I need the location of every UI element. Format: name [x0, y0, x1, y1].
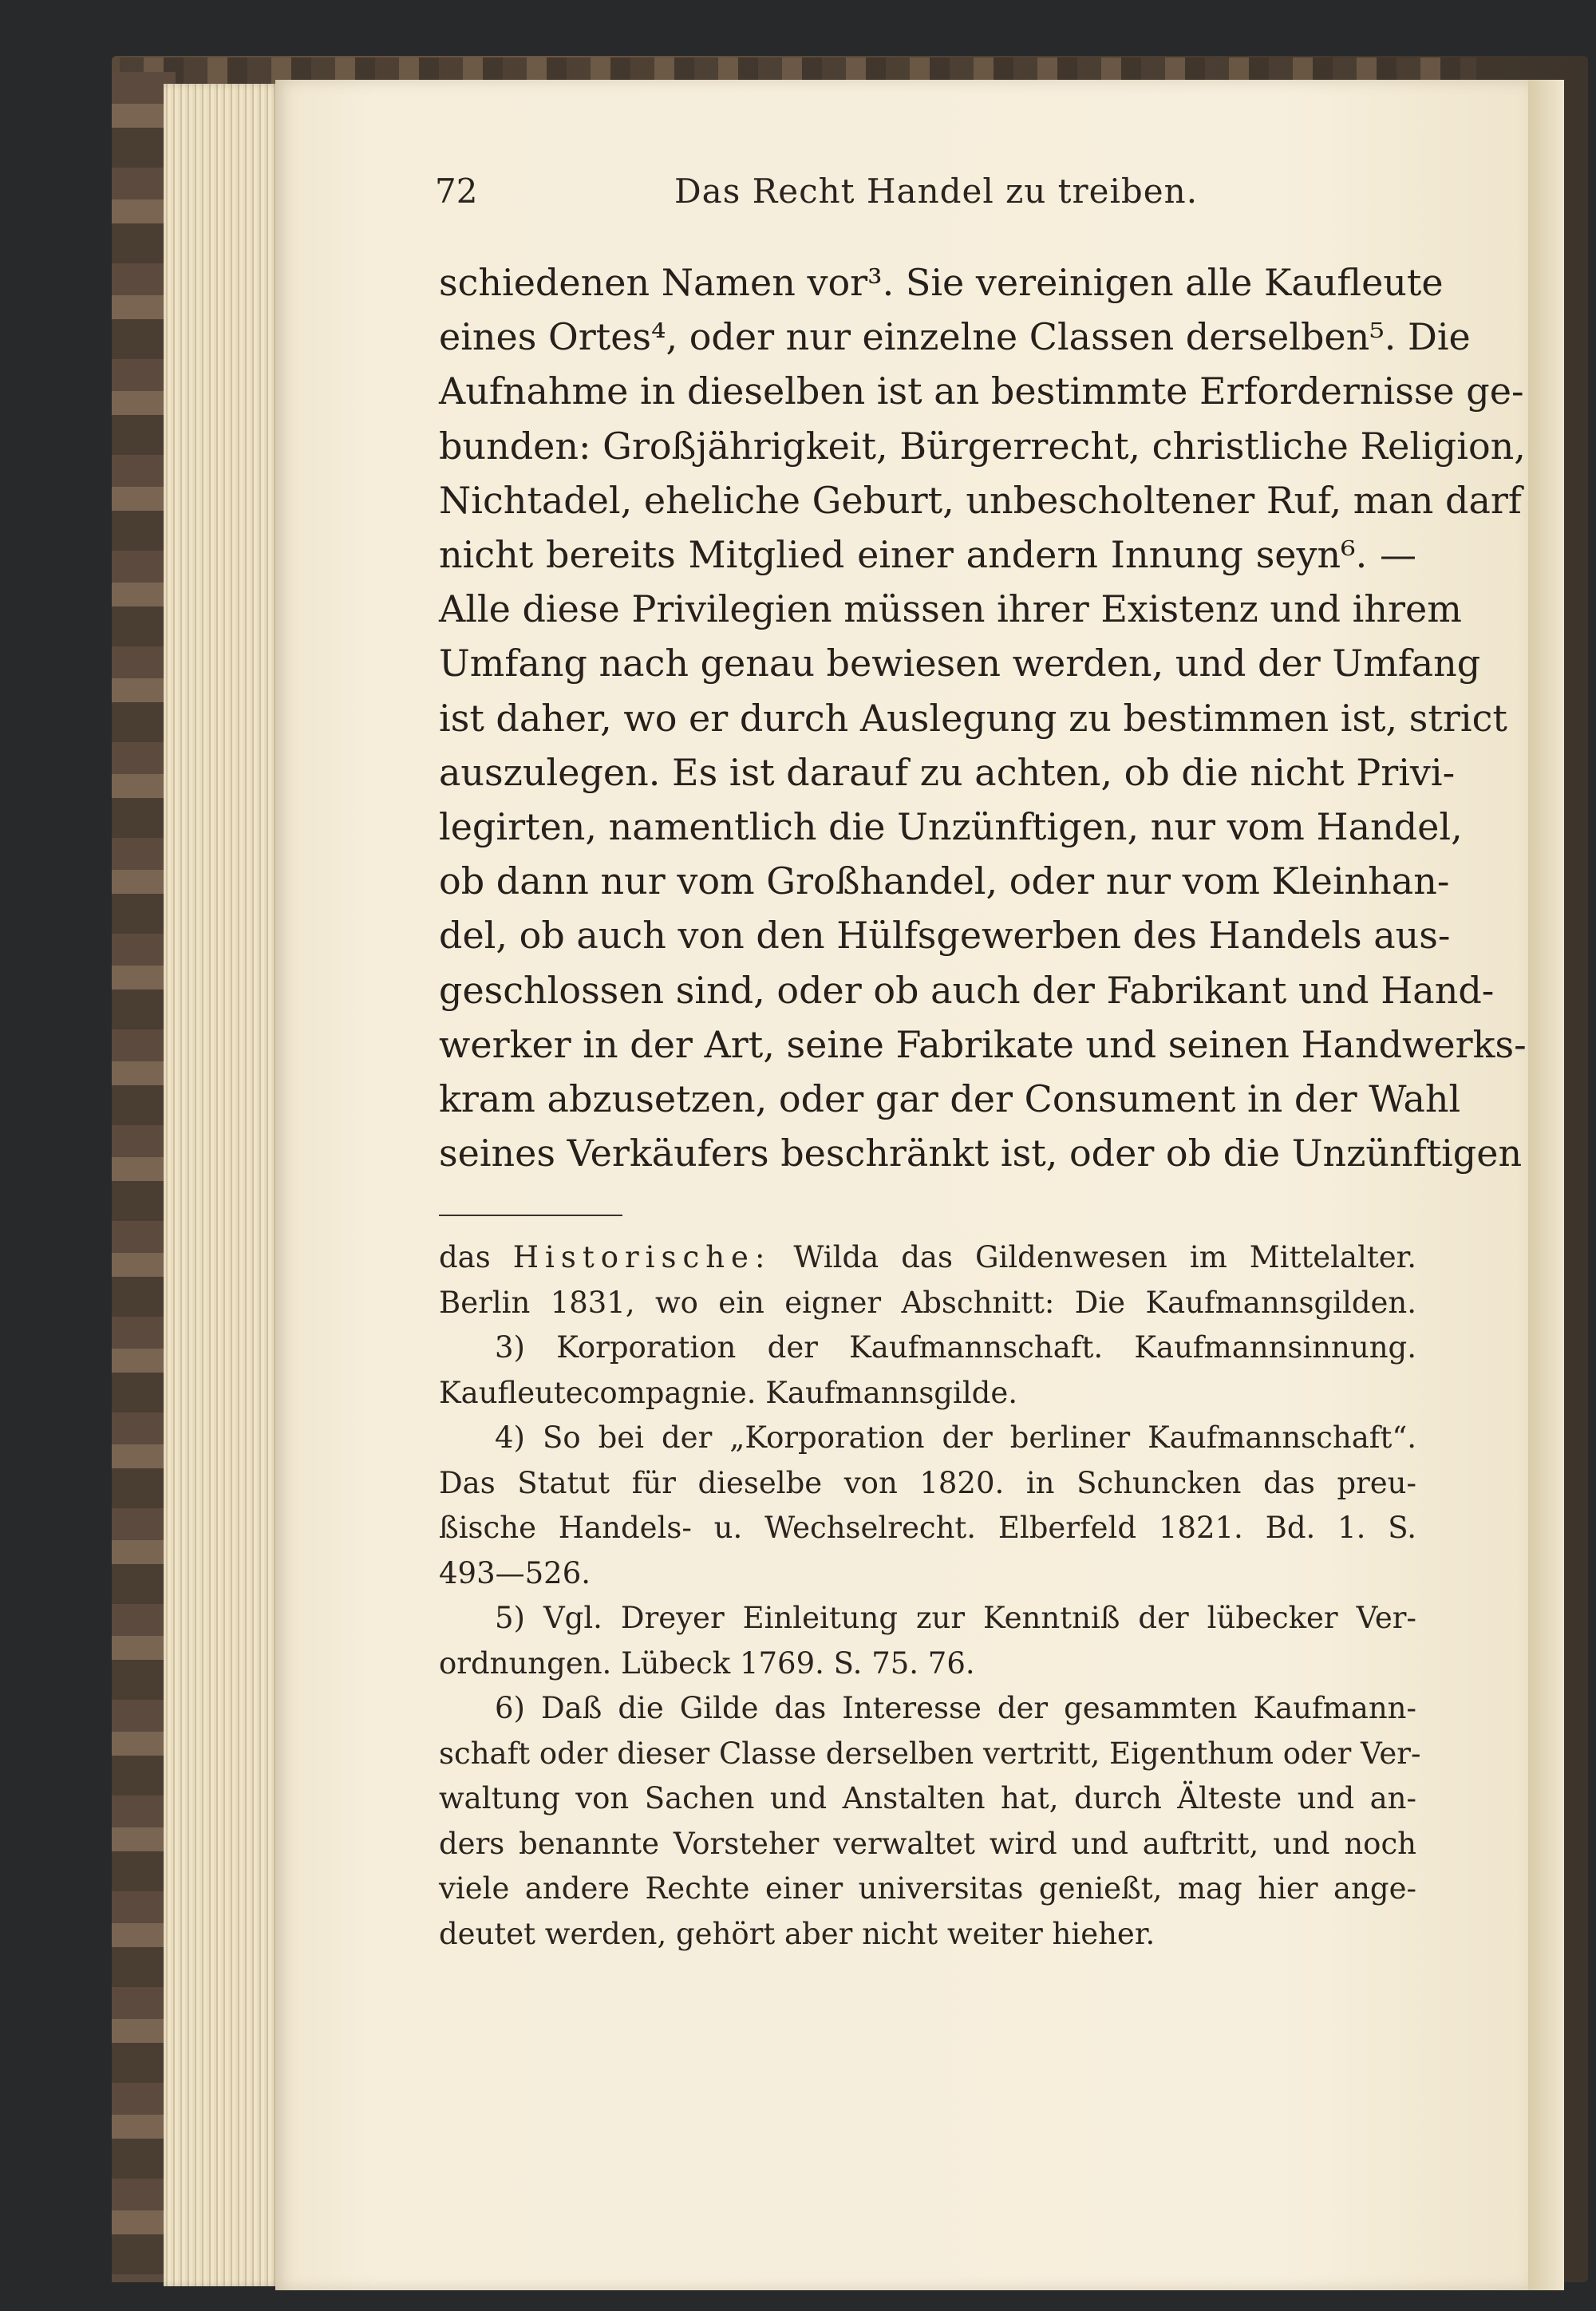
footnote-line: Berlin 1831, wo ein eigner Abschnitt: Die Kaufmannsgilden.: [439, 1285, 1416, 1320]
text-line: bunden: Großjährigkeit, Bürgerrecht, christliche Religion,: [439, 424, 1526, 468]
text-line: ob dann nur vom Großhandel, oder nur vom Kleinhan-: [439, 859, 1450, 903]
footnote-line: 3) Korporation der Kaufmannschaft. Kaufmannsinnung.: [495, 1330, 1416, 1365]
footnote-text: das: [439, 1240, 513, 1274]
text-line: auszulegen. Es ist darauf zu achten, ob die nicht Privi-: [439, 750, 1456, 794]
footnote-line: schaft oder dieser Classe derselben vertritt, Eigenthum oder Ver-: [439, 1736, 1421, 1771]
text-line: seines Verkäufers beschränkt ist, oder ob die Unzünftigen: [439, 1132, 1523, 1175]
footnote-line: ordnungen. Lübeck 1769. S. 75. 76.: [439, 1645, 975, 1681]
footnote-line: 5) Vgl. Dreyer Einleitung zur Kenntniß der lübecker Ver-: [495, 1601, 1416, 1635]
running-head: Das Recht Handel zu treiben.: [674, 172, 1199, 211]
text-line: nicht bereits Mitglied einer andern Innung seyn⁶. —: [439, 533, 1416, 577]
footnote-line: ders benannte Vorsteher verwaltet wird und auftritt, und noch: [439, 1826, 1416, 1861]
text-line: Nichtadel, eheliche Geburt, unbescholtener Ruf, man darf: [439, 478, 1522, 522]
footnote-line: Kaufleutecompagnie. Kaufmannsgilde.: [439, 1375, 1018, 1410]
footnote-line: deutet werden, gehört aber nicht weiter hieher.: [439, 1916, 1156, 1951]
page-stack-edges: [164, 84, 283, 2286]
footnote-line: 493—526.: [439, 1555, 591, 1590]
text-line: geschlossen sind, oder ob auch der Fabrikant und Hand-: [439, 968, 1495, 1012]
text-line: del, ob auch von den Hülfsgewerben des Handels aus-: [439, 914, 1451, 958]
page-header: [435, 172, 1416, 219]
footnote-rule: [439, 1215, 622, 1216]
main-text: [439, 255, 1527, 1180]
footnotes: [439, 1235, 1421, 1957]
text-line: werker in der Art, seine Fabrikate und seinen Handwerks-: [439, 1022, 1527, 1066]
footnote-line: waltung von Sachen und Anstalten hat, durch Älteste und an-: [439, 1781, 1416, 1815]
footnote-line: 6) Daß die Gilde das Interesse der gesammten Kaufmann-: [495, 1691, 1416, 1725]
text-line: kram abzusetzen, oder gar der Consument in der Wahl: [439, 1077, 1461, 1121]
footnote-line: Das Statut für dieselbe von 1820. in Schuncken das preu-: [439, 1465, 1416, 1500]
facing-page-edge: [1528, 80, 1564, 2290]
text-line: Umfang nach genau bewiesen werden, und der Umfang: [439, 642, 1481, 685]
footnote-line: viele andere Rechte einer universitas genießt, mag hier ange-: [439, 1871, 1416, 1906]
footnote-emphasis: Historische:: [512, 1240, 772, 1274]
text-line: legirten, namentlich die Unzünftigen, nur vom Handel,: [439, 805, 1463, 849]
text-line: Aufnahme in dieselben ist an bestimmte Erfordernisse ge-: [439, 369, 1524, 413]
text-line: ist daher, wo er durch Auslegung zu bestimmen ist, strict: [439, 696, 1507, 740]
text-line: schiedenen Namen vor³. Sie vereinigen alle Kaufleute: [439, 261, 1444, 304]
text-line: eines Ortes⁴, oder nur einzelne Classen derselben⁵. Die: [439, 315, 1471, 359]
page-number: 72: [435, 172, 478, 211]
text-line: Alle diese Privilegien müssen ihrer Existenz und ihrem: [439, 587, 1462, 631]
footnote-text: Wilda das Gildenwesen im Mittelalter.: [771, 1240, 1417, 1274]
footnote-line: ßische Handels- u. Wechselrecht. Elberfeld 1821. Bd. 1. S.: [439, 1511, 1416, 1545]
footnote-line: 4) So bei der „Korporation der berliner Kaufmannschaft“.: [495, 1420, 1416, 1455]
footnote-line: [439, 1235, 1416, 1281]
